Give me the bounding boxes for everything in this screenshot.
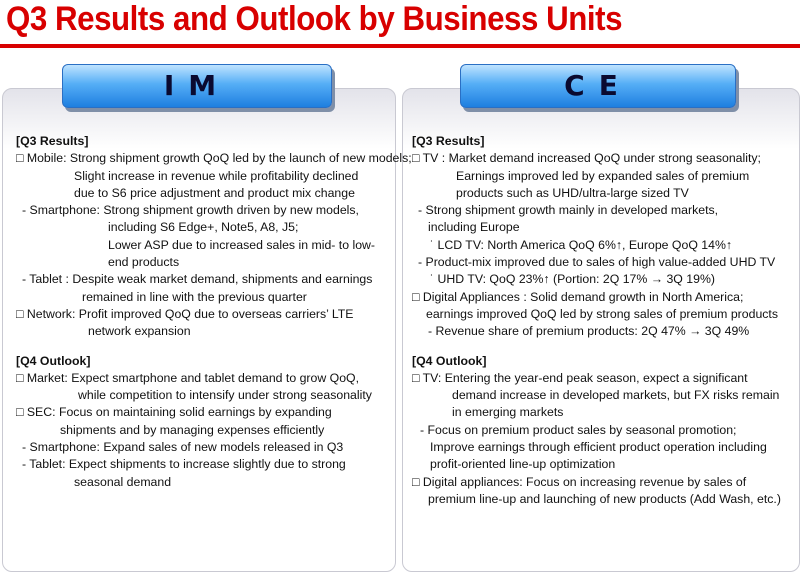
list-item: profit-oriented line-up optimization [430, 457, 616, 472]
list-item: while competition to intensify under strong seasonality [78, 388, 372, 403]
list-item: premium line-up and launching of new products (Add Wash, etc.) [428, 491, 781, 506]
list-item: including S6 Edge+, Note5, A8, J5; [108, 220, 299, 235]
ce-q3-list [412, 150, 781, 340]
title-underline [0, 44, 800, 48]
list-item: Slight increase in revenue while profitability declined [74, 168, 359, 183]
list-item: □ TV : Market demand increased QoQ under strong seasonality; [412, 151, 761, 166]
list-item: Improve earnings through efficient product operation including [430, 440, 767, 455]
list-item: - Smartphone: Expand sales of new models released in Q3 [22, 440, 344, 455]
im-q3-header: [Q3 Results] [16, 134, 89, 148]
list-item: Lower ASP due to increased sales in mid- to low- [108, 237, 376, 252]
list-item: demand increase in developed markets, but FX risks remain [452, 388, 780, 403]
list-item: earnings improved QoQ led by strong sales of premium products [426, 306, 778, 321]
list-item: - Revenue share of premium products: 2Q 47% → 3Q 49% [428, 324, 750, 339]
ce-q3-header: [Q3 Results] [412, 134, 485, 148]
im-q4-list [16, 370, 412, 491]
ce-q4-list [412, 370, 781, 508]
list-item: products such as UHD/ultra-large sized TV [456, 185, 689, 200]
list-item: □ TV: Entering the year-end peak season, expect a significant [412, 370, 748, 385]
list-item: including Europe [428, 220, 520, 235]
list-item: □ Mobile: Strong shipment growth QoQ led by the launch of new models; [16, 151, 412, 166]
im-tab-label: IM [62, 64, 332, 108]
page-title: Q3 Results and Outlook by Business Units [6, 0, 623, 38]
list-item: - Strong shipment growth mainly in developed markets, [418, 203, 719, 218]
ce-q4-header: [Q4 Outlook] [412, 353, 487, 368]
list-item: shipments and by managing expenses efficiently [60, 422, 325, 437]
ce-content [412, 133, 781, 508]
list-item: □ Digital appliances: Focus on increasing revenue by sales of [412, 474, 747, 489]
list-item: remained in line with the previous quarter [82, 289, 307, 304]
im-q3-list [16, 150, 412, 340]
list-item: - Focus on premium product sales by seasonal promotion; [420, 422, 737, 437]
list-item: □ Market: Expect smartphone and tablet demand to grow QoQ, [16, 370, 360, 385]
list-item: - Tablet : Despite weak market demand, shipments and earnings [22, 272, 373, 287]
list-item: seasonal demand [74, 474, 172, 489]
list-item: □ SEC: Focus on maintaining solid earnings by expanding [16, 405, 332, 420]
list-item: □ Digital Appliances : Solid demand growth in North America; [412, 289, 744, 304]
list-item: - Product-mix improved due to sales of high value-added UHD TV [418, 255, 776, 270]
list-item: □ Network: Profit improved QoQ due to overseas carriers’ LTE [16, 306, 354, 321]
list-item: ˙ UHD TV: QoQ 23%↑ (Portion: 2Q 17% → 3Q 19%) [430, 272, 715, 287]
list-item: in emerging markets [452, 405, 564, 420]
list-item: - Smartphone: Strong shipment growth driven by new models, [22, 203, 359, 218]
list-item: - Tablet: Expect shipments to increase slightly due to strong [22, 457, 346, 472]
list-item: ˙ LCD TV: North America QoQ 6%↑, Europe QoQ 14%↑ [430, 237, 733, 252]
list-item: Earnings improved led by expanded sales of premium [456, 168, 750, 183]
im-content [16, 133, 412, 491]
list-item: end products [108, 255, 180, 270]
ce-tab-label: CE [460, 64, 736, 108]
im-q4-header: [Q4 Outlook] [16, 353, 91, 368]
list-item: due to S6 price adjustment and product mix change [74, 185, 355, 200]
list-item: network expansion [88, 324, 191, 339]
